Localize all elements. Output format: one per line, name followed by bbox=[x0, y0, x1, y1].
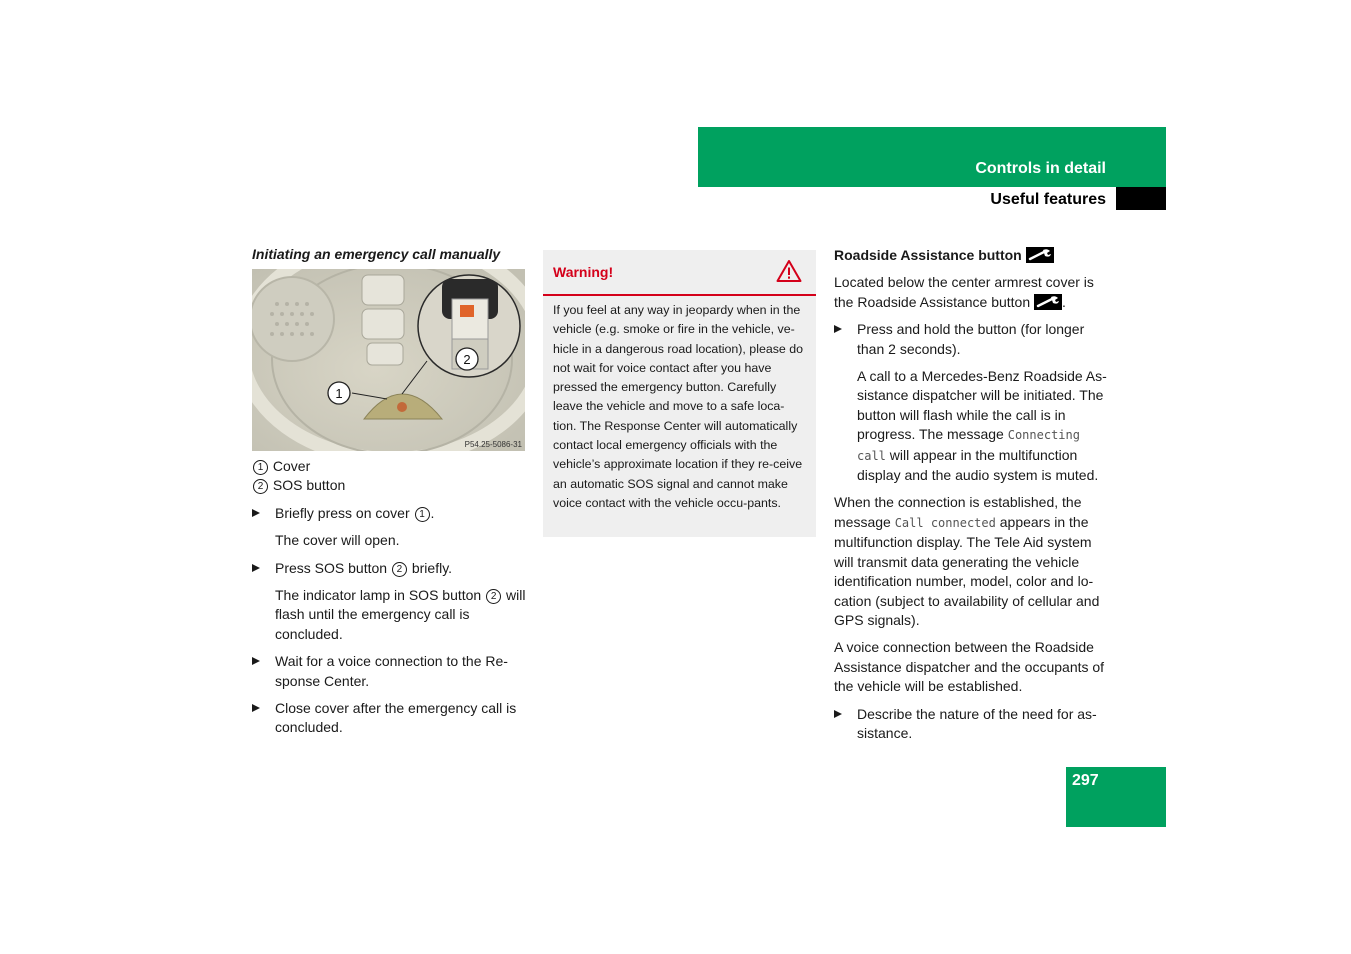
emergency-call-subheading: Initiating an emergency call manually bbox=[252, 246, 501, 262]
step-press-hold: Press and hold the button (for longer than 2 seconds). bbox=[834, 320, 1110, 359]
callout-1-label: 1 bbox=[335, 386, 343, 401]
display-message-connecting: Connecting call bbox=[857, 428, 1080, 463]
result-call-initiated: A call to a Mercedes-Benz Roadside As-sistance dispatcher will be initiated. The button will flash while the call is in progress. The message Connecting call will appear in the multifunction display and the audio system is muted. bbox=[857, 368, 1107, 484]
header-band bbox=[698, 127, 1166, 187]
display-message-connected: Call connected bbox=[894, 515, 996, 530]
bullet-arrow-icon bbox=[252, 509, 260, 517]
wrench-icon bbox=[1026, 247, 1054, 263]
connection-established-paragraph: When the connection is established, the message Call connected appears in the multifunction display. The Tele Aid system will transmit data generating the vehicle identification number, model, color and lo-cation (subject to availability of cellular and GPS signals). bbox=[834, 494, 1100, 628]
roadside-intro: Located below the center armrest cover is the Roadside Assistance button . bbox=[834, 274, 1094, 310]
bullet-arrow-icon bbox=[252, 564, 260, 572]
legend-item-sos-button: 2 SOS button bbox=[252, 476, 526, 495]
step-describe-need: Describe the nature of the need for as-sistance. bbox=[834, 705, 1110, 744]
warning-header bbox=[543, 250, 816, 296]
roadside-assistance-heading: Roadside Assistance button bbox=[834, 246, 1110, 265]
voice-connection-paragraph: A voice connection between the Roadside Assistance dispatcher and the occupants of the vehicle will be established. bbox=[834, 639, 1105, 695]
bullet-arrow-icon bbox=[252, 657, 260, 665]
callout-number: 1 bbox=[253, 460, 268, 475]
wrench-icon bbox=[1034, 294, 1062, 310]
warning-box bbox=[543, 250, 816, 537]
legend-item-cover: 1 Cover bbox=[252, 457, 526, 476]
result-lamp-flash: The indicator lamp in SOS button 2 will flash until the emergency call is concluded. bbox=[275, 587, 526, 642]
bullet-arrow-icon bbox=[834, 710, 842, 718]
figure-code: P54.25-5086-31 bbox=[464, 440, 522, 449]
sos-button-illustration bbox=[252, 269, 525, 451]
callout-number: 2 bbox=[253, 479, 268, 494]
callout-2-label: 2 bbox=[463, 352, 471, 367]
bullet-arrow-icon bbox=[252, 704, 260, 712]
figure-legend bbox=[252, 457, 526, 496]
right-column bbox=[834, 246, 1110, 743]
sos-button-figure bbox=[252, 269, 525, 451]
step-press-cover: Briefly press on cover 1 . bbox=[252, 504, 526, 523]
page-number: 297 bbox=[1072, 772, 1099, 789]
result-cover-opens: The cover will open. bbox=[275, 532, 400, 549]
section-title: Useful features bbox=[990, 191, 1106, 208]
warning-text: If you feel at any way in jeopardy when in the vehicle (e.g. smoke or fire in the vehicle, ve-hicle in a dangerous road location), please do not wait for voice contact after you have pressed the emergency button. Carefully leave the vehicle and move to a safe loca-tion. The Response Center will automatically contact local emergency officials with the vehicle’s approximate location if they re-ceive an automatic SOS signal and cannot make voice contact with the vehicle occu-pants. bbox=[553, 303, 804, 510]
warning-triangle-icon bbox=[776, 259, 802, 283]
section-tab-marker bbox=[1116, 187, 1166, 210]
warning-title: Warning! bbox=[553, 264, 614, 280]
bullet-arrow-icon bbox=[834, 325, 842, 333]
step-press-sos: Press SOS button 2 briefly. bbox=[252, 559, 526, 578]
step-close-cover: Close cover after the emergency call is concluded. bbox=[252, 699, 526, 738]
chapter-title: Controls in detail bbox=[975, 160, 1106, 177]
left-column bbox=[252, 246, 526, 738]
step-wait-voice: Wait for a voice connection to the Re-sponse Center. bbox=[252, 652, 526, 691]
